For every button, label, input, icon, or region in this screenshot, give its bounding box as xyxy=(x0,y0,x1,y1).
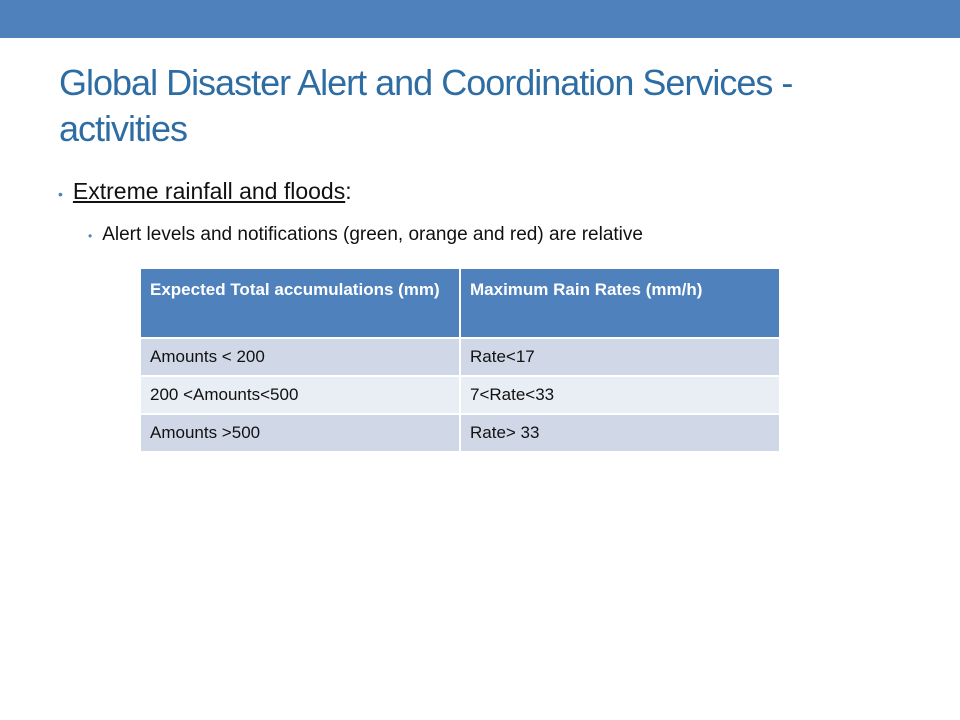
slide-title: Global Disaster Alert and Coordination Services - activities xyxy=(59,62,793,149)
table-row xyxy=(141,376,779,414)
bullet-2-text: Alert levels and notifications (green, orange and red) are relative xyxy=(102,224,643,245)
top-accent-bar xyxy=(0,0,960,38)
table-cell: Rate<17 xyxy=(460,338,779,376)
table-cell: Rate> 33 xyxy=(460,414,779,451)
bullet-1-suffix: : xyxy=(345,178,352,204)
bullet-dot-icon: • xyxy=(88,229,93,243)
rain-alert-table xyxy=(141,269,779,451)
bullet-1-text: Extreme rainfall and floods xyxy=(72,178,346,204)
bullet-level-2 xyxy=(88,224,643,246)
table-cell: Amounts < 200 xyxy=(141,338,460,376)
header-max-rain-rates: Maximum Rain Rates (mm/h) xyxy=(460,269,779,338)
bullet-level-1 xyxy=(58,178,352,205)
table-row xyxy=(141,414,779,451)
bullet-dot-icon: • xyxy=(58,186,63,202)
table-cell: 200 <Amounts<500 xyxy=(141,376,460,414)
header-total-accumulations: Expected Total accumulations (mm) xyxy=(141,269,460,338)
table-row xyxy=(141,338,779,376)
table-cell: 7<Rate<33 xyxy=(460,376,779,414)
table-header-row xyxy=(141,269,779,338)
table-cell: Amounts >500 xyxy=(141,414,460,451)
